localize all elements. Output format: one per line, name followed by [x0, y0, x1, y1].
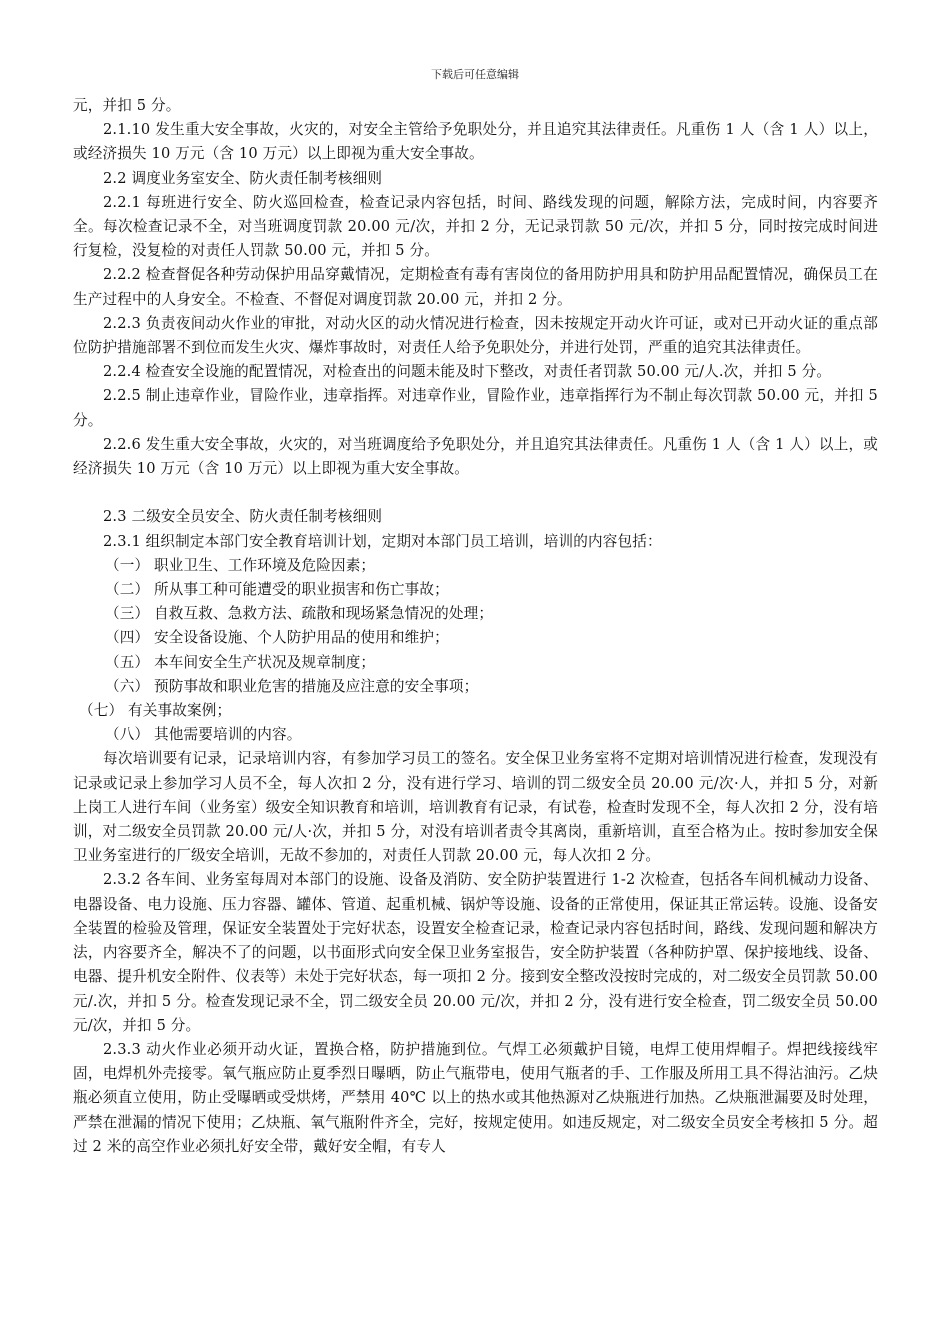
clause-2-2-5: 2.2.5 制止违章作业，冒险作业，违章指挥。对违章作业，冒险作业，违章指挥行为不制止每次罚款 50.00 元，并扣 5 分。: [73, 387, 878, 429]
list-item: （六） 预防事故和职业危害的措施及应注意的安全事项；: [105, 677, 479, 695]
list-item: （一） 职业卫生、工作环境及危险因素；: [105, 556, 376, 574]
section-heading-2-3: 2.3 二级安全员安全、防火责任制考核细则: [103, 508, 383, 526]
clause-2-2-3: 2.2.3 负责夜间动火作业的审批，对动火区的动火情况进行检查，因未按规定开动火许可证，或对已开动火证的重点部位防护措施部署不到位而发生火灾、爆炸事故时，对责任人给予免职处分，并进行处罚，严重的追究其法律责任。: [73, 314, 878, 357]
section-heading-2-2: 2.2 调度业务室安全、防火责任制考核细则: [103, 169, 383, 187]
paragraph-continuation: 元，并扣 5 分。: [73, 97, 181, 114]
clause-2-1-10: 2.1.10 发生重大安全事故，火灾的，对安全主管给予免职处分，并且追究其法律责任。凡重伤 1 人（含 1 人）以上，或经济损失 10 万元（含 10 万元）以上即视为重大安全事故。: [73, 121, 878, 163]
list-item: （五） 本车间安全生产状况及规章制度；: [105, 653, 376, 671]
document-body: [73, 94, 878, 1159]
clause-2-2-2: 2.2.2 检查督促各种劳动保护用品穿戴情况，定期检查有毒有害岗位的备用防护用具和防护用品配置情况，确保员工在生产过程中的人身安全。不检查、不督促对调度罚款 20.00 元，并扣 2 分。: [73, 266, 878, 308]
blank-line: [73, 481, 878, 505]
clause-2-2-1: 2.2.1 每班进行安全、防火巡回检查，检查记录内容包括，时间、路线发现的问题，解除方法，完成时间，内容要齐全。每次检查记录不全，对当班调度罚款 20.00 元/次，并扣 2 分，无记录罚款 50 元/次，并扣 5 分，同时按完成时间进行复检，没复检的对责任人罚款 50.00 元，并扣 5 分。: [73, 193, 878, 260]
clause-2-2-6: 2.2.6 发生重大安全事故，火灾的，对当班调度给予免职处分，并且追究其法律责任。凡重伤 1 人（含 1 人）以上，或经济损失 10 万元（含 10 万元）以上即视为重大安全事故。: [73, 435, 878, 478]
clause-2-2-4: 2.2.4 检查安全设施的配置情况，对检查出的问题未能及时下整改，对责任者罚款 50.00 元/人.次，并扣 5 分。: [103, 363, 832, 381]
list-item: （二） 所从事工种可能遭受的职业损害和伤亡事故；: [105, 581, 449, 599]
clause-2-3-2: 2.3.2 各车间、业务室每周对本部门的设施、设备及消防、安全防护装置进行 1-2 次检查，包括各车间机械动力设备、电器设备、电力设施、压力容器、罐体、管道、起重机械、锅炉等设施、设备的正常使用，保证其正常运转。设施、设备安全装置的检验及管理，保证安全装置处于完好状态，设置安全检查记录，检查记录内容包括时间，路线、发现问题和解决方法，内容要齐全，解决不了的问题，以书面形式向安全保卫业务室报告，安全防护装置（各种防护罩、保护接地线、设备、电器、提升机安全附件、仪表等）未处于完好状态，每一项扣 2 分。接到安全整改没按时完成的，对二级安全员罚款 50.00 元/.次，并扣 5 分。检查发现记录不全，罚二级安全员 20.00 元/次，并扣 2 分，没有进行安全检查，罚二级安全员 50.00 元/次，并扣 5 分。: [73, 871, 878, 1034]
clause-2-3-1: 2.3.1 组织制定本部门安全教育培训计划，定期对本部门员工培训，培训的内容包括：: [103, 532, 662, 550]
list-item: （四） 安全设备设施、个人防护用品的使用和维护；: [105, 629, 449, 647]
page-header: 下载后可任意编辑: [431, 68, 519, 81]
clause-2-3-3: 2.3.3 动火作业必须开动火证，置换合格，防护措施到位。气焊工必须戴护目镜，电焊工使用焊帽子。焊把线接线牢固，电焊机外壳接零。氧气瓶应防止夏季烈日曝晒，防止气瓶带电，使用气瓶者的手、工作服及所用工具不得沾油污。乙炔瓶必须直立使用，防止受曝晒或受烘烤，严禁用 40℃ 以上的热水或其他热源对乙炔瓶进行加热。乙炔瓶泄漏要及时处理，严禁在泄漏的情况下使用；乙炔瓶、氧气瓶附件齐全，完好，按规定使用。如违反规定，对二级安全员安全考核扣 5 分。超过 2 米的高空作业必须扎好安全带，戴好安全帽，有专人: [73, 1040, 878, 1155]
list-item: （八） 其他需要培训的内容。: [105, 726, 302, 744]
list-item: （三） 自救互救、急救方法、疏散和现场紧急情况的处理；: [105, 605, 494, 623]
training-record-paragraph: 每次培训要有记录，记录培训内容，有参加学习员工的签名。安全保卫业务室将不定期对培训情况进行检查，发现没有记录或记录上参加学习人员不全，每人次扣 2 分，没有进行学习、培训的罚二级安全员 20.00 元/次·人，并扣 5 分，对新上岗工人进行车间（业务室）级安全知识教育和培训，培训教育有记录，有试卷，检查时发现不全，每人次扣 2 分，没有培训，对二级安全员罚款 20.00 元/人·次，并扣 5 分，对没有培训者责令其离岗，重新培训，直至合格为止。按时参加安全保卫业务室进行的厂级安全培训，无故不参加的，对责任人罚款 20.00 元，每人次扣 2 分。: [73, 750, 878, 865]
list-item: （七） 有关事故案例；: [79, 702, 232, 720]
